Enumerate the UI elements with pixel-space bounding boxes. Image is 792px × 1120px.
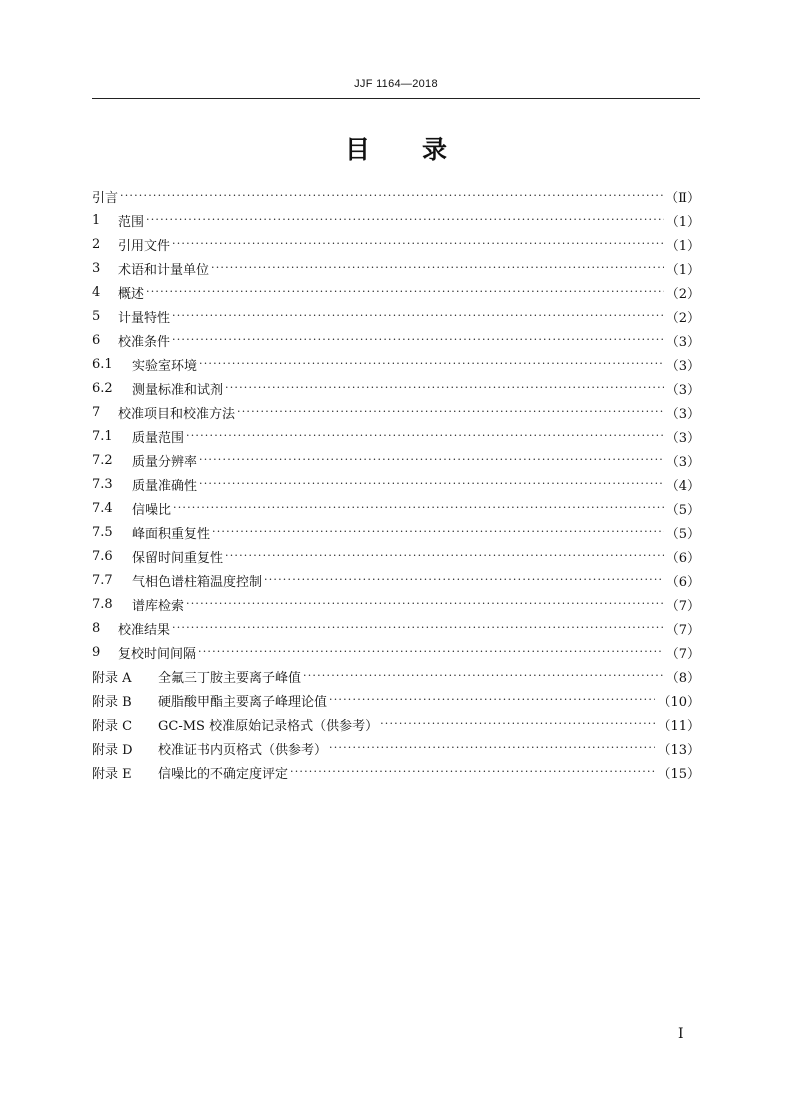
toc-entry[interactable]: [92, 592, 700, 616]
toc-entry-page: （2）: [665, 286, 700, 302]
toc-entry-title: 引用文件: [118, 238, 171, 254]
toc-leader-dots: [172, 328, 664, 352]
toc-entry-number: 6.2: [92, 380, 113, 396]
toc-entry-title: 概述: [118, 286, 145, 302]
toc-entry-page: （11）: [657, 718, 700, 734]
toc-leader-dots: [172, 616, 664, 640]
toc-entry[interactable]: [92, 520, 700, 544]
toc-entry[interactable]: [92, 352, 700, 376]
toc-entry-number: 附录 D: [92, 742, 133, 758]
toc-entry-number: 7.4: [92, 500, 113, 516]
toc-entry-page: （7）: [665, 646, 700, 662]
toc-entry-page: （1）: [665, 214, 700, 230]
toc-entry-page: （6）: [665, 574, 700, 590]
toc-entry-page: （8）: [665, 670, 700, 686]
toc-entry[interactable]: [92, 760, 700, 784]
toc-leader-dots: [199, 352, 664, 376]
toc-leader-dots: [329, 736, 655, 760]
toc-entry-number: 7.2: [92, 452, 113, 468]
toc-entry-title: 实验室环境: [132, 358, 198, 374]
toc-leader-dots: [120, 184, 663, 208]
toc-entry-title: 校准证书内页格式（供参考）: [158, 742, 328, 758]
toc-entry-title: 复校时间间隔: [118, 646, 197, 662]
toc-entry-title: 校准条件: [118, 334, 171, 350]
toc-entry-number: 3: [92, 260, 101, 276]
toc-entry-number: 7.6: [92, 548, 113, 564]
page-number: I: [678, 1026, 684, 1042]
toc-leader-dots: [199, 472, 664, 496]
toc-entry[interactable]: [92, 184, 700, 208]
toc-entry-page: （6）: [665, 550, 700, 566]
toc-entry-title: 气相色谱柱箱温度控制: [132, 574, 263, 590]
toc-leader-dots: [199, 448, 664, 472]
toc-entry-title: 质量分辨率: [132, 454, 198, 470]
page-title: 目录: [344, 135, 499, 164]
toc-entry[interactable]: [92, 304, 700, 328]
toc-entry[interactable]: [92, 616, 700, 640]
toc-entry[interactable]: [92, 424, 700, 448]
toc-entry-number: 附录 A: [92, 670, 132, 686]
toc-leader-dots: [290, 760, 655, 784]
toc-leader-dots: [146, 280, 664, 304]
toc-entry[interactable]: [92, 736, 700, 760]
header-rule: [92, 98, 700, 99]
toc-entry-number: 6.1: [92, 356, 113, 372]
toc-leader-dots: [198, 640, 664, 664]
table-of-contents: [92, 184, 700, 784]
toc-entry-number: 附录 C: [92, 718, 133, 734]
toc-entry-title: 质量范围: [132, 430, 185, 446]
toc-entry-title: 谱库检索: [132, 598, 185, 614]
toc-entry[interactable]: [92, 208, 700, 232]
toc-entry-page: （3）: [665, 382, 700, 398]
toc-entry-page: （4）: [665, 478, 700, 494]
toc-entry[interactable]: [92, 376, 700, 400]
toc-entry-number: 9: [92, 644, 101, 660]
toc-leader-dots: [237, 400, 664, 424]
toc-leader-dots: [380, 712, 655, 736]
toc-entry[interactable]: [92, 664, 700, 688]
toc-entry-number: 2: [92, 236, 101, 252]
toc-entry-title: 全氟三丁胺主要离子峰值: [158, 670, 302, 686]
toc-leader-dots: [172, 304, 664, 328]
toc-entry-title: 计量特性: [118, 310, 171, 326]
toc-entry-number: 7.8: [92, 596, 113, 612]
toc-entry-page: （2）: [665, 310, 700, 326]
toc-entry-number: 附录 B: [92, 694, 132, 710]
toc-entry-title: 信噪比: [132, 502, 172, 518]
toc-leader-dots: [173, 496, 664, 520]
toc-entry[interactable]: [92, 256, 700, 280]
toc-entry-title: 引言: [92, 190, 119, 206]
toc-entry-page: （13）: [657, 742, 700, 758]
toc-entry-page: （3）: [665, 430, 700, 446]
toc-entry-title: 保留时间重复性: [132, 550, 224, 566]
toc-entry-page: （1）: [665, 238, 700, 254]
toc-entry[interactable]: [92, 400, 700, 424]
toc-entry-page: （5）: [665, 526, 700, 542]
toc-entry-number: 6: [92, 332, 101, 348]
toc-entry-page: （3）: [665, 406, 700, 422]
toc-entry-number: 5: [92, 308, 101, 324]
toc-entry-page: （5）: [665, 502, 700, 518]
toc-entry-number: 7: [92, 404, 101, 420]
toc-entry[interactable]: [92, 640, 700, 664]
toc-entry-page: （10）: [657, 694, 700, 710]
toc-entry-title: 校准项目和校准方法: [118, 406, 236, 422]
toc-leader-dots: [186, 424, 664, 448]
toc-entry-page: （Ⅱ）: [665, 190, 700, 206]
toc-leader-dots: [186, 592, 664, 616]
toc-entry-number: 8: [92, 620, 101, 636]
document-header: JJF 1164—2018: [354, 78, 438, 90]
toc-leader-dots: [211, 256, 664, 280]
toc-entry-title: 峰面积重复性: [132, 526, 211, 542]
toc-entry-page: （3）: [665, 334, 700, 350]
toc-entry-number: 7.7: [92, 572, 113, 588]
toc-entry-title: 术语和计量单位: [118, 262, 210, 278]
toc-entry[interactable]: [92, 472, 700, 496]
toc-entry[interactable]: [92, 496, 700, 520]
toc-leader-dots: [329, 688, 655, 712]
toc-entry-title: 测量标准和试剂: [132, 382, 224, 398]
toc-entry-title: 校准结果: [118, 622, 171, 638]
toc-entry[interactable]: [92, 448, 700, 472]
toc-entry-number: 7.3: [92, 476, 113, 492]
toc-entry-title: 硬脂酸甲酯主要离子峰理论值: [158, 694, 328, 710]
toc-entry[interactable]: [92, 232, 700, 256]
toc-entry-page: （3）: [665, 358, 700, 374]
toc-leader-dots: [264, 568, 664, 592]
toc-entry[interactable]: [92, 280, 700, 304]
toc-entry-page: （7）: [665, 598, 700, 614]
toc-entry-number: 附录 E: [92, 766, 132, 782]
toc-entry-number: 7.1: [92, 428, 113, 444]
toc-entry-page: （7）: [665, 622, 700, 638]
toc-entry-number: 4: [92, 284, 101, 300]
toc-entry-title: GC-MS 校准原始记录格式（供参考）: [158, 718, 379, 734]
toc-entry[interactable]: [92, 712, 700, 736]
toc-leader-dots: [303, 664, 664, 688]
toc-leader-dots: [225, 544, 664, 568]
toc-entry-title: 范围: [118, 214, 145, 230]
toc-entry-title: 质量准确性: [132, 478, 198, 494]
toc-entry[interactable]: [92, 328, 700, 352]
toc-leader-dots: [212, 520, 664, 544]
toc-leader-dots: [225, 376, 664, 400]
toc-entry[interactable]: [92, 568, 700, 592]
toc-entry-title: 信噪比的不确定度评定: [158, 766, 289, 782]
toc-entry-page: （3）: [665, 454, 700, 470]
toc-entry-page: （1）: [665, 262, 700, 278]
toc-leader-dots: [146, 208, 664, 232]
toc-leader-dots: [172, 232, 664, 256]
toc-entry-number: 1: [92, 212, 101, 228]
toc-entry[interactable]: [92, 688, 700, 712]
toc-entry-number: 7.5: [92, 524, 113, 540]
toc-entry[interactable]: [92, 544, 700, 568]
toc-entry-page: （15）: [657, 766, 700, 782]
